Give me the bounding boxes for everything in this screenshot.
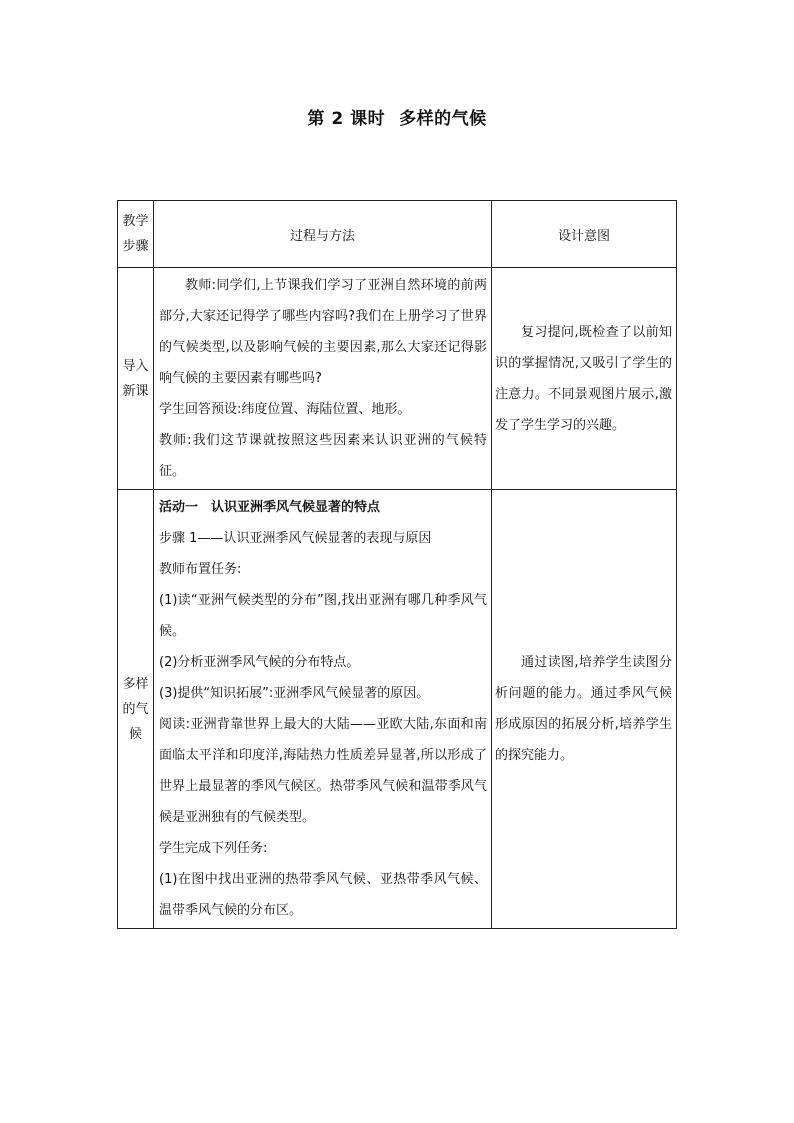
step-cell-intro	[118, 268, 154, 490]
process-cell-intro	[154, 268, 492, 490]
header-step-line2: 步骤	[122, 239, 149, 254]
table-row-intro	[118, 268, 677, 490]
step-intro-line2: 新课	[122, 383, 149, 399]
activity-heading: 活动一 认识亚洲季风气候显著的特点	[159, 500, 381, 515]
task-item-1: (1)读“亚洲气候类型的分布”图,找出亚洲有哪几种季风气候。	[159, 593, 487, 639]
header-step-cell	[118, 201, 154, 268]
step-climate-line2: 的气	[122, 701, 149, 717]
header-step-line1: 教学	[122, 214, 149, 229]
title-lesson-number: 第 2 课时	[307, 109, 386, 129]
step-climate-line3: 候	[128, 726, 142, 742]
step1-heading: 步骤 1——认识亚洲季风气候显著的表现与原因	[159, 531, 432, 546]
intent-cell-climate	[492, 490, 677, 929]
student-task-label: 学生完成下列任务:	[159, 841, 268, 856]
table-row-climate	[118, 490, 677, 929]
process-cell-climate	[154, 490, 492, 929]
header-process-cell: 过程与方法	[154, 201, 492, 268]
teacher-task-label: 教师布置任务:	[159, 562, 242, 577]
intro-teacher-transition: 教师:我们这节课就按照这些因素来认识亚洲的气候特征。	[159, 433, 487, 479]
task-item-3: (3)提供“知识拓展”:亚洲季风气候显著的原因。	[159, 686, 430, 701]
reading-paragraph: 阅读:亚洲背靠世界上最大的大陆——亚欧大陆,东面和南面临太平洋和印度洋,海陆热力性质差异显著,所以形成了世界上最显著的季风气候区。热带季风气候和温带季风气候是亚洲独有的气候类型。	[159, 717, 487, 825]
intro-student-answer: 学生回答预设:纬度位置、海陆位置、地形。	[159, 402, 411, 417]
lesson-plan-table	[117, 200, 677, 929]
step-cell-climate	[118, 490, 154, 929]
table-header-row	[118, 201, 677, 268]
climate-intent-text: 通过读图,培养学生读图分析问题的能力。通过季风气候形成原因的拓展分析,培养学生的探究能力。	[495, 655, 672, 763]
student-task-item-1: (1)在图中找出亚洲的热带季风气候、亚热带季风气候、温带季风气候的分布区。	[159, 872, 487, 918]
intro-intent-text: 复习提问,既检查了以前知识的掌握情况,又吸引了学生的注意力。不同景观图片展示,激发了学生学习的兴趣。	[495, 324, 672, 433]
step-intro-line1: 导入	[122, 358, 149, 374]
task-item-2: (2)分析亚洲季风气候的分布特点。	[159, 655, 360, 670]
step-climate-line1: 多样	[122, 676, 149, 692]
header-intent-cell: 设计意图	[492, 201, 677, 268]
title-lesson-name: 多样的气候	[399, 109, 487, 129]
intent-cell-intro	[492, 268, 677, 490]
intro-teacher-question: 教师:同学们,上节课我们学习了亚洲自然环境的前两部分,大家还记得学了哪些内容吗?我们在上册学习了世界的气候类型,以及影响气候的主要因素,那么大家还记得影响气候的主要因素有哪些吗?	[159, 278, 487, 386]
page-title	[0, 104, 794, 129]
